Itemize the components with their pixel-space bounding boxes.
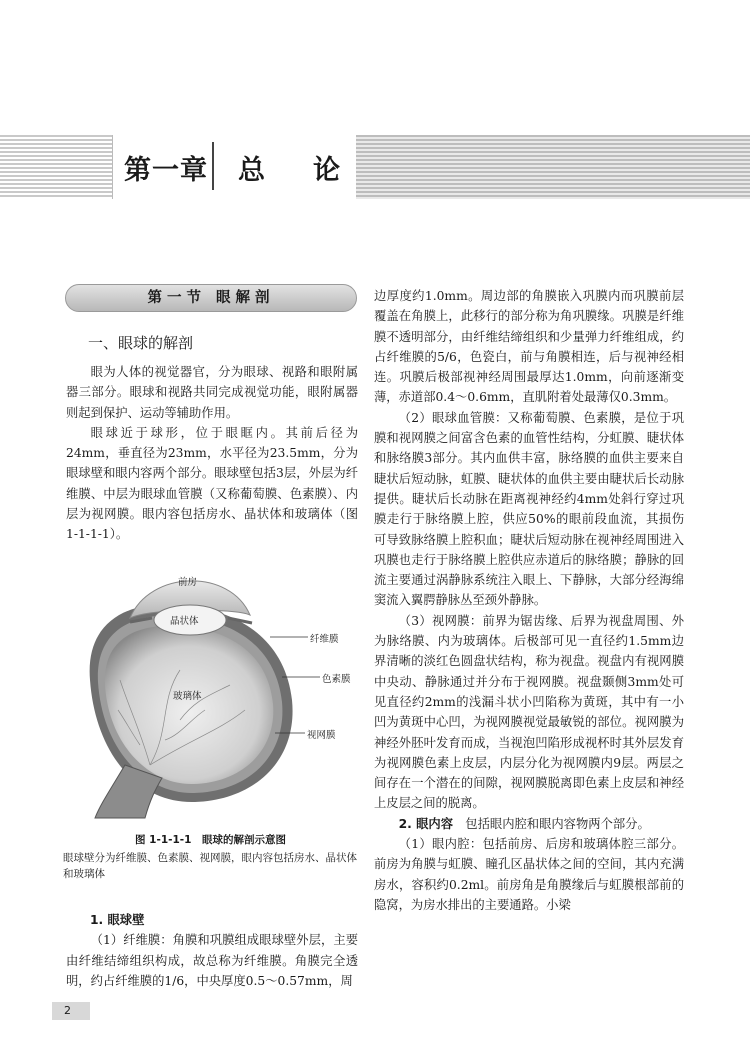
heading-eyeball-anatomy: 一、眼球的解剖 xyxy=(88,334,194,352)
paragraph: 眼球近于球形，位于眼眶内。其前后径为24mm，垂直径为23mm，水平径为23.5mm，分为眼球壁和眼内容两个部分。眼球壁包括3层，外层为纤维膜、中层为眼球血管膜（又称葡萄膜、色素膜）、内层为视网膜。眼内容包括房水、晶状体和玻璃体（图1-1-1-1）。 xyxy=(66,425,358,542)
chapter-divider xyxy=(212,142,214,190)
subheading-eye-contents: 2. 眼内容 xyxy=(398,816,453,831)
figure-caption: 图 1-1-1-1 眼球的解剖示意图 xyxy=(135,834,286,846)
paragraph: 眼为人体的视觉器官，分为眼球、视路和眼附属器三部分。眼球和视路共同完成视觉功能，眼附属器则起到保护、运动等辅助作用。 xyxy=(66,365,358,420)
label-uvea: 色素膜 xyxy=(322,674,351,685)
heading-eyeball-wall: 1. 眼球壁 xyxy=(90,913,145,927)
paragraph: （1）眼内腔：包括前房、后房和玻璃体腔三部分。前房为角膜与虹膜、瞳孔区晶状体之间的空间，其内充满房水，容积约0.2ml。前房角是角膜缘后与虹膜根部前的隐窝，为房水排出的主要通路。小梁 xyxy=(374,837,684,912)
paragraph: （2）眼球血管膜：又称葡萄膜、色素膜，是位于巩膜和视网膜之间富含色素的血管性结构，分虹膜、睫状体和脉络膜3部分。其内血供丰富，脉络膜的血供主要来自睫状后短动脉，虹膜、睫状体的血供主要由睫状后长动脉提供。睫状后长动脉在距离视神经约4mm处斜行穿过巩膜走行于脉络膜上腔，供应50%的眼前段血流，其损伤可导致脉络膜上腔积血；睫状后短动脉在视神经周围进入巩膜也走行于脉络膜上腔供应赤道后的脉络膜；静脉的回流主要通过涡静脉系统注入眼上、下静脉，大部分经海绵窦流入翼腭静脉丛至颈外静脉。 xyxy=(374,410,684,608)
section-title: 第一节 眼解剖 xyxy=(65,284,357,312)
paragraph: 边厚度约1.0mm。周边部的角膜嵌入巩膜内而巩膜前层覆盖在角膜上，此移行的部分称为角巩膜缘。巩膜是纤维膜不透明部分，由纤维结缔组织和少量弹力纤维组成，约占纤维膜的5/6，色瓷白，前与角膜相连，后与视神经相连。巩膜后极部视神经周围最厚达1.0mm，向前逐渐变薄，赤道部0.4～0.6mm，直肌附着处最薄仅0.3mm。 xyxy=(374,289,684,405)
label-anterior-chamber: 前房 xyxy=(178,577,198,588)
left-column-top xyxy=(66,362,358,545)
eye-anatomy-figure xyxy=(70,560,360,820)
label-lens: 晶状体 xyxy=(170,616,199,627)
chapter-number: 第一章 xyxy=(124,155,208,186)
page-number: 2 xyxy=(52,1002,90,1020)
label-fibrous-tunic: 纤维膜 xyxy=(310,634,339,645)
paragraph-eye-contents: 2. 眼内容 包括眼内腔和眼内容物两个部分。 xyxy=(398,816,650,831)
label-retina: 视网膜 xyxy=(307,730,336,741)
paragraph: （3）视网膜：前界为锯齿缘、后界为视盘周围、外为脉络膜、内为玻璃体。后极部可见一直径约1.5mm边界清晰的淡红色圆盘状结构，称为视盘。视盘内有视网膜中央动、静脉通过并分布于视网膜。视盘颞侧3mm处可见直径约2mm的浅漏斗状小凹陷称为黄斑，其中有一小凹为黄斑中心凹，为视网膜视觉最敏锐的部位。视网膜为神经外胚叶发育而成，当视泡凹陷形成视杯时其外层发育为视网膜色素上皮层，内层分化为视网膜内9层。两层之间存在一个潜在的间隙，视网膜脱离即色素上皮层和神经上皮层之间的脱离。 xyxy=(374,613,684,811)
chapter-title: 总论 xyxy=(238,155,388,186)
paragraph: （1）纤维膜：角膜和巩膜组成眼球壁外层，主要由纤维结缔组织构成，故总称为纤维膜。角膜完全透明，约占纤维膜的1/6，中央厚度0.5～0.57mm，周 xyxy=(66,933,358,988)
header-stripe-right xyxy=(355,135,750,199)
right-column xyxy=(374,286,684,915)
eye-cross-section-illustration xyxy=(70,560,360,820)
label-vitreous: 玻璃体 xyxy=(173,691,202,702)
figure-note: 眼球壁分为纤维膜、色素膜、视网膜，眼内容包括房水、晶状体和玻璃体 xyxy=(63,852,357,880)
left-column-bottom xyxy=(66,910,358,991)
